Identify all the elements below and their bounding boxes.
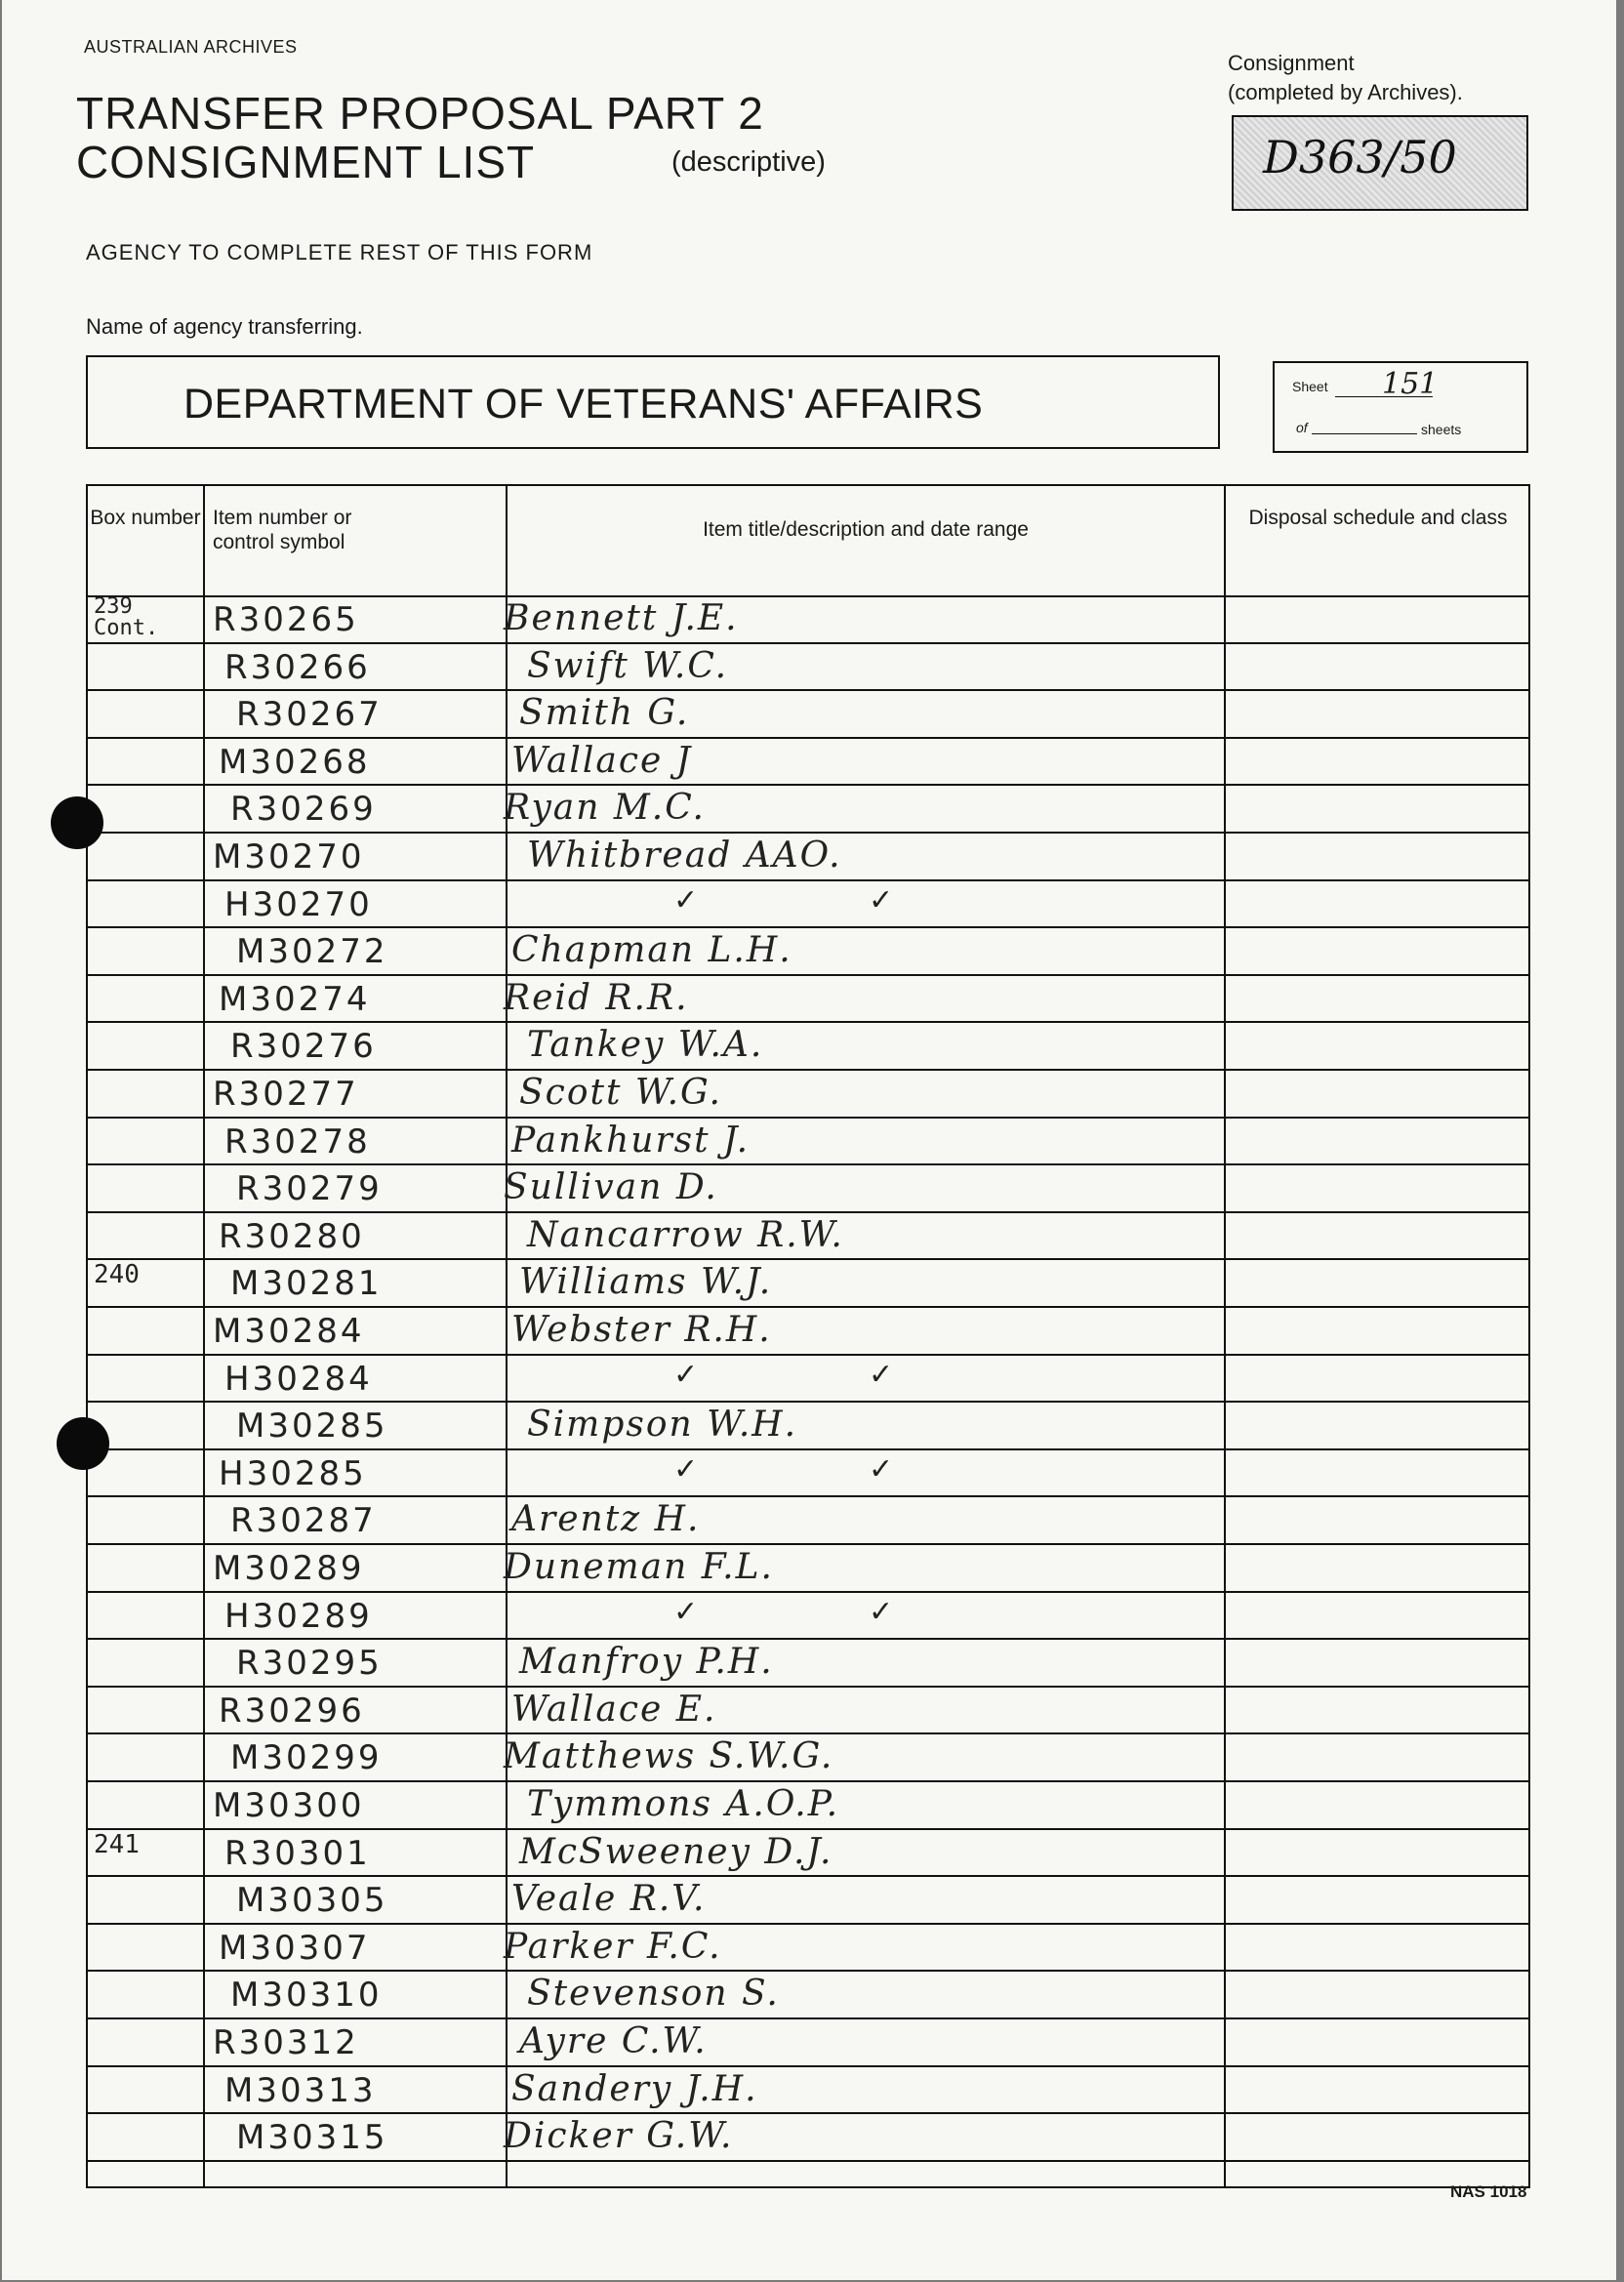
punch-hole [51, 796, 103, 849]
check-mark-icon: ✓ [869, 1357, 894, 1392]
item-number-cell: R30265 [213, 600, 359, 639]
table-row [88, 1925, 1528, 1973]
sheet-label: Sheet [1292, 379, 1328, 394]
agency-name-box [86, 355, 1220, 449]
item-title-cell: Wallace J [511, 740, 693, 781]
item-number-cell: R30277 [213, 1075, 359, 1114]
table-row [88, 1640, 1528, 1688]
item-number-cell: M30274 [219, 979, 371, 1019]
check-mark-icon: ✓ [673, 1594, 699, 1629]
sheet-box [1273, 361, 1528, 453]
item-title-cell: Wallace E. [511, 1689, 717, 1730]
item-number-cell: R30278 [224, 1121, 371, 1161]
table-row [88, 1688, 1528, 1735]
item-number-cell: M30289 [213, 1549, 365, 1588]
table-row [88, 1403, 1528, 1450]
table-row [88, 1308, 1528, 1356]
item-number-cell: M30281 [230, 1264, 383, 1304]
item-number-cell: M30307 [219, 1928, 371, 1968]
consignment-list-page [2, 0, 1616, 2280]
table-row [88, 1071, 1528, 1119]
item-number-cell: H30284 [224, 1359, 373, 1399]
table-row [88, 976, 1528, 1024]
consignment-label-line1: Consignment [1228, 51, 1355, 75]
item-title-cell: Matthews S.W.G. [504, 1736, 834, 1777]
archives-label: AUSTRALIAN ARCHIVES [84, 37, 298, 57]
agency-name: DEPARTMENT OF VETERANS' AFFAIRS [183, 381, 984, 428]
table-row [88, 1972, 1528, 2019]
item-number-cell: H30289 [224, 1596, 373, 1636]
table-row [88, 1782, 1528, 1830]
punch-hole [57, 1417, 109, 1470]
item-number-cell: M30284 [213, 1312, 365, 1351]
check-mark-icon: ✓ [869, 1594, 894, 1629]
header-disposal-schedule: Disposal schedule and class [1248, 507, 1508, 529]
table-row [88, 1830, 1528, 1878]
check-mark-icon: ✓ [869, 1451, 894, 1487]
of-underline [1312, 433, 1417, 434]
item-number-cell: M30299 [230, 1738, 383, 1778]
item-title-cell: Veale R.V. [511, 1879, 707, 1920]
item-number-cell: R30269 [230, 790, 377, 830]
item-number-cell: M30305 [236, 1881, 388, 1921]
item-number-cell: R30280 [219, 1216, 365, 1256]
check-mark-icon: ✓ [869, 882, 894, 917]
consignment-label-line2: (completed by Archives). [1228, 80, 1463, 104]
item-number-cell: R30295 [236, 1644, 383, 1684]
item-number-cell: M30310 [230, 1976, 383, 2016]
item-number-cell: R30276 [230, 1027, 377, 1067]
item-number-cell: H30285 [219, 1453, 367, 1493]
item-title-cell: Ayre C.W. [519, 2021, 708, 2061]
item-number-cell: R30287 [230, 1501, 377, 1541]
table-row [88, 834, 1528, 881]
item-number-cell: R30279 [236, 1169, 383, 1209]
item-title-cell: Chapman L.H. [511, 930, 792, 971]
consignment-number-box [1232, 115, 1528, 211]
table-row [88, 881, 1528, 929]
item-number-cell: M30313 [224, 2070, 377, 2110]
table-row [88, 691, 1528, 739]
item-title-cell: Simpson W.H. [527, 1405, 798, 1446]
item-title-cell: McSweeney D.J. [519, 1831, 833, 1872]
item-title-cell: Smith G. [519, 693, 690, 734]
agency-instruction: AGENCY TO COMPLETE REST OF THIS FORM [86, 240, 593, 265]
box-number-cell: 241 [94, 1829, 140, 1859]
item-title-cell: Sandery J.H. [511, 2068, 758, 2109]
item-number-cell: M30315 [236, 2118, 388, 2158]
item-number-cell: R30267 [236, 695, 383, 735]
item-number-cell: M30285 [236, 1406, 388, 1447]
item-title-cell: Ryan M.C. [504, 788, 706, 829]
check-mark-icon: ✓ [673, 1451, 699, 1487]
item-number-cell: R30296 [219, 1691, 365, 1731]
table-row [88, 928, 1528, 976]
header-box-number: Box number [90, 507, 201, 529]
box-number-cell: 239 Cont. [94, 594, 159, 640]
sheet-number: 151 [1382, 367, 1439, 401]
item-title-cell: Arentz H. [511, 1499, 701, 1540]
table-row [88, 1545, 1528, 1593]
table-row [88, 2067, 1528, 2115]
item-number-cell: R30301 [224, 1833, 371, 1873]
item-title-cell: Whitbread AAO. [527, 835, 842, 876]
table-row [88, 2019, 1528, 2067]
table-row [88, 1213, 1528, 1261]
item-title-cell: Manfroy P.H. [519, 1642, 774, 1683]
table-row [88, 1497, 1528, 1545]
check-mark-icon: ✓ [673, 882, 699, 917]
table-row [88, 1260, 1528, 1308]
form-title-qualifier: (descriptive) [671, 146, 826, 178]
item-title-cell: Duneman F.L. [504, 1547, 774, 1587]
item-title-cell: Reid R.R. [504, 977, 689, 1018]
item-title-cell: Nancarrow R.W. [527, 1214, 844, 1255]
table-row [88, 1023, 1528, 1071]
of-label: of [1296, 420, 1308, 435]
table-row [88, 786, 1528, 834]
form-title-line1: TRANSFER PROPOSAL PART 2 [76, 88, 764, 139]
table-row [88, 739, 1528, 787]
table-row [88, 1356, 1528, 1404]
form-title-line2: CONSIGNMENT LIST [76, 137, 536, 187]
item-title-cell: Tankey W.A. [527, 1025, 764, 1066]
item-number-cell: R30266 [224, 647, 371, 687]
item-number-cell: R30312 [213, 2023, 359, 2062]
table-row [88, 644, 1528, 692]
sheets-label: sheets [1421, 422, 1462, 437]
item-title-cell: Dicker G.W. [504, 2116, 734, 2157]
item-number-cell: M30272 [236, 932, 388, 972]
item-number-cell: H30270 [224, 884, 373, 924]
header-item-number: Item number or control symbol [213, 507, 352, 553]
item-number-cell: M30300 [213, 1786, 365, 1825]
item-title-cell: Bennett J.E. [504, 598, 739, 638]
table-row [88, 1593, 1528, 1641]
item-title-cell: Sullivan D. [504, 1167, 718, 1208]
item-title-cell: Swift W.C. [527, 645, 729, 686]
item-title-cell: Tymmons A.O.P. [527, 1784, 840, 1824]
item-title-cell: Pankhurst J. [511, 1120, 751, 1161]
table-row [88, 1450, 1528, 1498]
consignment-label [1228, 49, 1463, 107]
box-number-cell: 240 [94, 1260, 140, 1290]
item-title-cell: Scott W.G. [519, 1073, 722, 1113]
table-row [88, 2114, 1528, 2162]
item-title-cell: Stevenson S. [527, 1974, 780, 2015]
consignment-table [86, 484, 1530, 2188]
consignment-number: D363/50 [1263, 131, 1457, 183]
table-row [88, 596, 1528, 644]
table-row [88, 1119, 1528, 1166]
item-number-cell: M30270 [213, 837, 365, 876]
item-title-cell: Williams W.J. [519, 1262, 773, 1303]
item-title-cell: Parker F.C. [504, 1926, 722, 1967]
check-mark-icon: ✓ [673, 1357, 699, 1392]
table-row [88, 1734, 1528, 1782]
form-code: NAS 1018 [1450, 2182, 1527, 2201]
item-number-cell: M30268 [219, 742, 371, 782]
item-title-cell: Webster R.H. [511, 1310, 772, 1350]
header-item-title: Item title/description and date range [703, 518, 1029, 541]
agency-name-label: Name of agency transferring. [86, 314, 363, 339]
table-row [88, 1165, 1528, 1213]
table-row [88, 1877, 1528, 1925]
